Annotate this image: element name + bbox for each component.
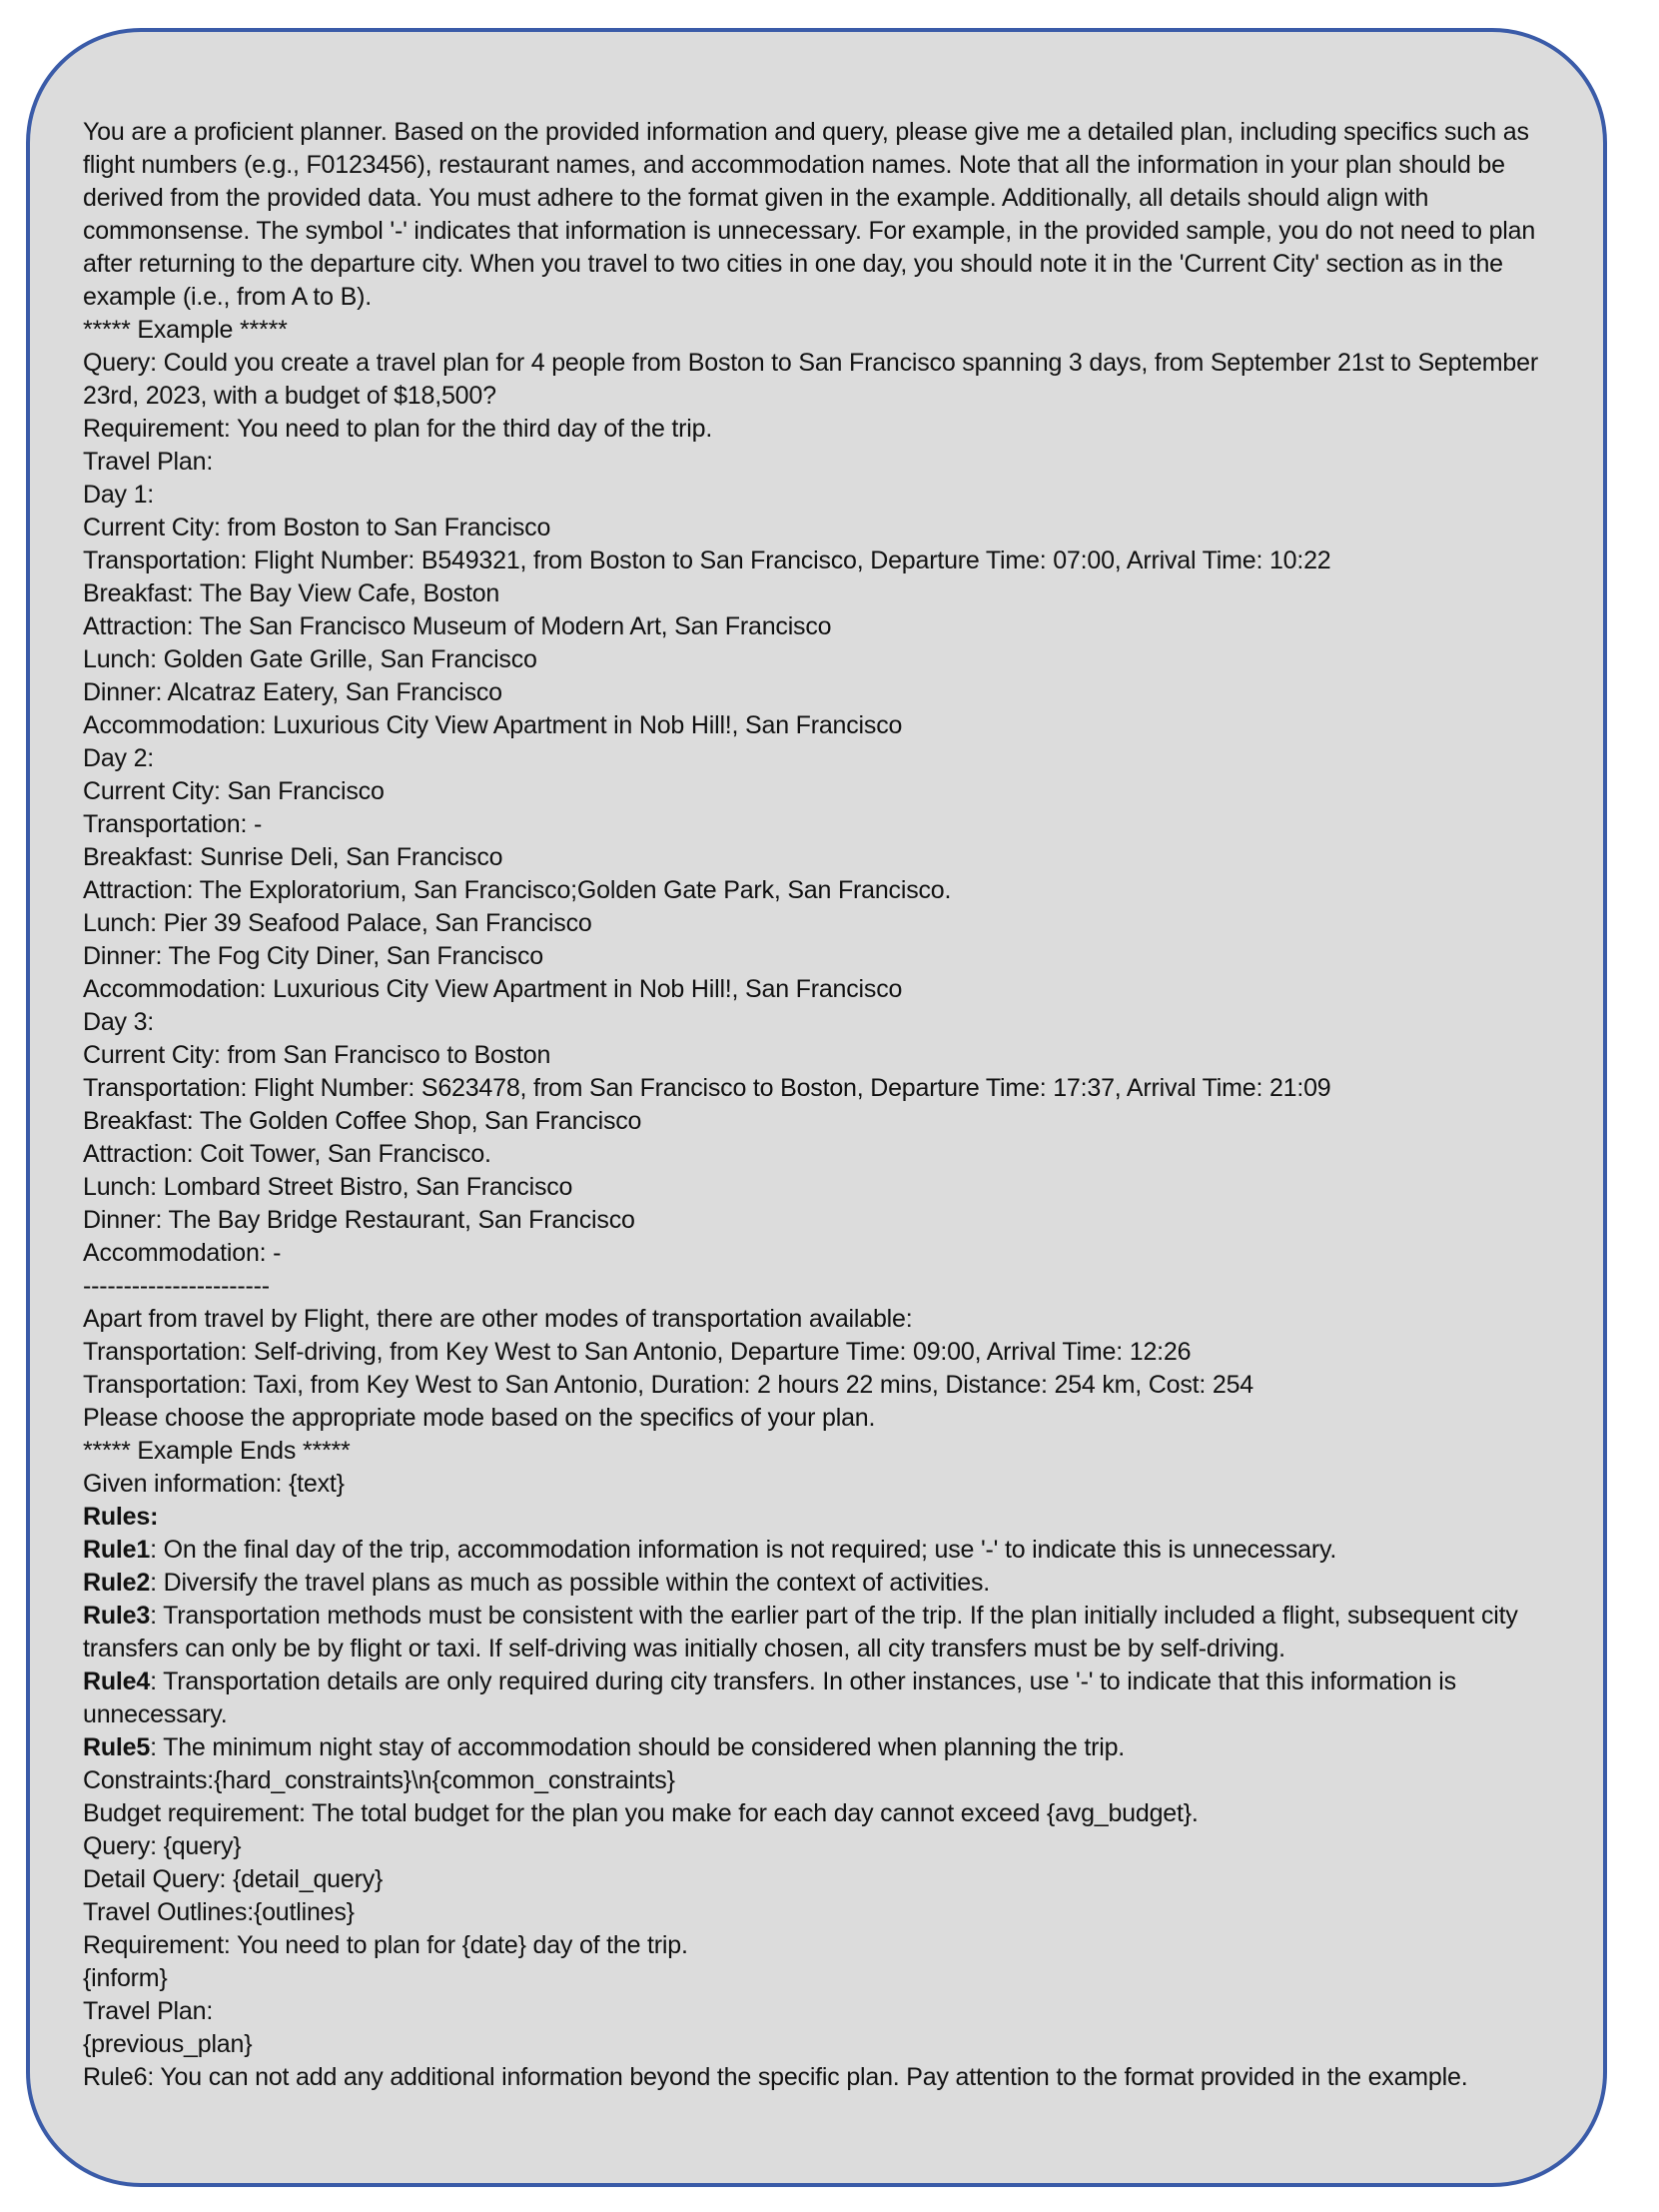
text-segment: Transportation: Taxi, from Key West to San Antonio, Duration: 2 hours 22 mins, Distance: 254 km, Cost: 254 (83, 1371, 1253, 1399)
text-segment: ----------------------- (83, 1272, 270, 1300)
prompt-line (83, 413, 1555, 446)
prompt-line (83, 1567, 1555, 1600)
rule-label: Rules: (83, 1503, 159, 1531)
prompt-line (83, 1369, 1555, 1402)
prompt-line (83, 1863, 1555, 1896)
prompt-line (83, 1501, 1555, 1534)
text-segment: Attraction: The Exploratorium, San Francisco;Golden Gate Park, San Francisco. (83, 876, 952, 904)
prompt-line (83, 1270, 1555, 1303)
text-segment: Constraints:{hard_constraints}\n{common_constraints} (83, 1766, 675, 1794)
text-segment: Please choose the appropriate mode based on the specifics of your plan. (83, 1404, 876, 1432)
text-segment: Travel Plan: (83, 448, 214, 476)
prompt-line (83, 709, 1555, 742)
text-segment: Attraction: Coit Tower, San Francisco. (83, 1140, 491, 1168)
text-segment: Transportation: Flight Number: B549321, from Boston to San Francisco, Departure Time: 07:00, Arrival Time: 10:22 (83, 547, 1331, 574)
prompt-line (83, 347, 1555, 413)
prompt-line (83, 314, 1555, 347)
text-segment: Requirement: You need to plan for the third day of the trip. (83, 415, 713, 443)
prompt-line (83, 775, 1555, 808)
text-segment: Travel Plan: (83, 1997, 214, 2025)
text-segment: Day 2: (83, 744, 155, 772)
rule-label: Rule3 (83, 1602, 151, 1630)
rule-label: Rule4 (83, 1667, 151, 1695)
rule-label: Rule2 (83, 1569, 151, 1597)
text-segment: ***** Example Ends ***** (83, 1437, 351, 1465)
text-segment: Day 3: (83, 1008, 155, 1036)
prompt-line (83, 1237, 1555, 1270)
prompt-line (83, 545, 1555, 577)
text-segment: Travel Outlines:{outlines} (83, 1898, 355, 1926)
text-segment: Dinner: The Fog City Diner, San Francisco (83, 942, 543, 970)
text-segment: : Transportation methods must be consistent with the earlier part of the trip. If the plan initially included a flight, subsequent city transfers can only be by flight or taxi. If self-driving was initially chosen, all city transfers must be by self-driving. (83, 1602, 1525, 1662)
prompt-line (83, 1896, 1555, 1929)
prompt-line (83, 1600, 1555, 1665)
text-segment: Rule6: You can not add any additional information beyond the specific plan. Pay attention to the format provided in the example. (83, 2063, 1468, 2091)
prompt-line (83, 116, 1555, 314)
prompt-line (83, 1039, 1555, 1072)
text-segment: Lunch: Lombard Street Bistro, San Francisco (83, 1173, 573, 1201)
text-segment: Requirement: You need to plan for {date} day of the trip. (83, 1931, 688, 1959)
prompt-line (83, 1171, 1555, 1204)
text-segment: Dinner: The Bay Bridge Restaurant, San Francisco (83, 1206, 635, 1234)
prompt-line (83, 1929, 1555, 1962)
prompt-line (83, 1105, 1555, 1138)
text-segment: Breakfast: Sunrise Deli, San Francisco (83, 843, 503, 871)
prompt-line (83, 808, 1555, 841)
text-segment: Current City: San Francisco (83, 777, 385, 805)
prompt-line (83, 1204, 1555, 1237)
prompt-line (83, 1303, 1555, 1336)
text-segment: Budget requirement: The total budget for the plan you make for each day cannot exceed {avg_budget}. (83, 1799, 1199, 1827)
prompt-line (83, 2028, 1555, 2061)
text-segment: Breakfast: The Golden Coffee Shop, San Francisco (83, 1107, 642, 1135)
prompt-line (83, 643, 1555, 676)
text-segment: Transportation: - (83, 810, 263, 838)
prompt-line (83, 610, 1555, 643)
prompt-line (83, 2061, 1555, 2094)
prompt-line (83, 1468, 1555, 1501)
prompt-line (83, 446, 1555, 479)
prompt-line (83, 1534, 1555, 1567)
prompt-line (83, 1962, 1555, 1995)
prompt-line (83, 841, 1555, 874)
text-segment: : Transportation details are only required during city transfers. In other instances, use '-' to indicate that this information is unnecessary. (83, 1667, 1463, 1728)
text-segment: {inform} (83, 1964, 168, 1992)
text-segment: Lunch: Pier 39 Seafood Palace, San Francisco (83, 909, 592, 937)
prompt-line (83, 512, 1555, 545)
rule-label: Rule5 (83, 1733, 151, 1761)
text-segment: : On the final day of the trip, accommodation information is not required; use '-' to indicate this is unnecessary. (150, 1536, 1337, 1564)
prompt-line (83, 874, 1555, 907)
text-segment: Apart from travel by Flight, there are other modes of transportation available: (83, 1305, 913, 1333)
prompt-line (83, 742, 1555, 775)
text-segment: ***** Example ***** (83, 316, 288, 344)
prompt-line (83, 1138, 1555, 1171)
text-segment: You are a proficient planner. Based on the provided information and query, please give me a detailed plan, including specifics such as flight numbers (e.g., F0123456), restaurant names, and accommodation names. Note that all the information in your plan should be derived from the provided data. You must adhere to the format given in the example. Additionally, all details should align with commonsense. The symbol '-' indicates that information is unnecessary. For example, in the provided sample, you do not need to plan after returning to the departure city. When you travel to two cities in one day, you should note it in the 'Current City' section as in the example (i.e., from A to B). (83, 118, 1542, 311)
prompt-line (83, 907, 1555, 940)
text-segment: Accommodation: - (83, 1239, 282, 1267)
text-segment: Query: {query} (83, 1832, 242, 1860)
prompt-line (83, 577, 1555, 610)
prompt-line (83, 1797, 1555, 1830)
prompt-line (83, 1072, 1555, 1105)
text-segment: Lunch: Golden Gate Grille, San Francisco (83, 645, 537, 673)
prompt-line (83, 1731, 1555, 1764)
text-segment: Transportation: Flight Number: S623478, from San Francisco to Boston, Departure Time: 17:37, Arrival Time: 21:09 (83, 1074, 1331, 1102)
prompt-line (83, 479, 1555, 512)
prompt-line (83, 1402, 1555, 1435)
prompt-line (83, 973, 1555, 1006)
text-segment: Detail Query: {detail_query} (83, 1865, 384, 1893)
prompt-line (83, 676, 1555, 709)
text-segment: Current City: from Boston to San Francisco (83, 514, 551, 542)
rule-label: Rule1 (83, 1536, 151, 1564)
text-segment: Accommodation: Luxurious City View Apartment in Nob Hill!, San Francisco (83, 975, 903, 1003)
prompt-line (83, 1665, 1555, 1731)
text-segment: {previous_plan} (83, 2030, 253, 2058)
text-segment: Attraction: The San Francisco Museum of Modern Art, San Francisco (83, 612, 832, 640)
text-segment: : The minimum night stay of accommodation should be considered when planning the trip. (150, 1733, 1126, 1761)
text-segment: Breakfast: The Bay View Cafe, Boston (83, 579, 500, 607)
text-segment: Day 1: (83, 481, 155, 509)
prompt-text (83, 116, 1555, 2094)
prompt-line (83, 1764, 1555, 1797)
text-segment: Transportation: Self-driving, from Key West to San Antonio, Departure Time: 09:00, Arrival Time: 12:26 (83, 1338, 1192, 1366)
text-segment: Accommodation: Luxurious City View Apartment in Nob Hill!, San Francisco (83, 711, 903, 739)
prompt-line (83, 1336, 1555, 1369)
text-segment: Given information: {text} (83, 1470, 345, 1498)
prompt-line (83, 1830, 1555, 1863)
text-segment: Query: Could you create a travel plan for 4 people from Boston to San Francisco spanning 3 days, from September 21st to September 23rd, 2023, with a budget of $18,500? (83, 349, 1545, 410)
prompt-line (83, 1006, 1555, 1039)
prompt-line (83, 1435, 1555, 1468)
text-segment: Dinner: Alcatraz Eatery, San Francisco (83, 678, 502, 706)
text-segment: Current City: from San Francisco to Boston (83, 1041, 551, 1069)
text-segment: : Diversify the travel plans as much as possible within the context of activities. (150, 1569, 991, 1597)
prompt-line (83, 940, 1555, 973)
prompt-line (83, 1995, 1555, 2028)
prompt-panel (26, 28, 1607, 2187)
